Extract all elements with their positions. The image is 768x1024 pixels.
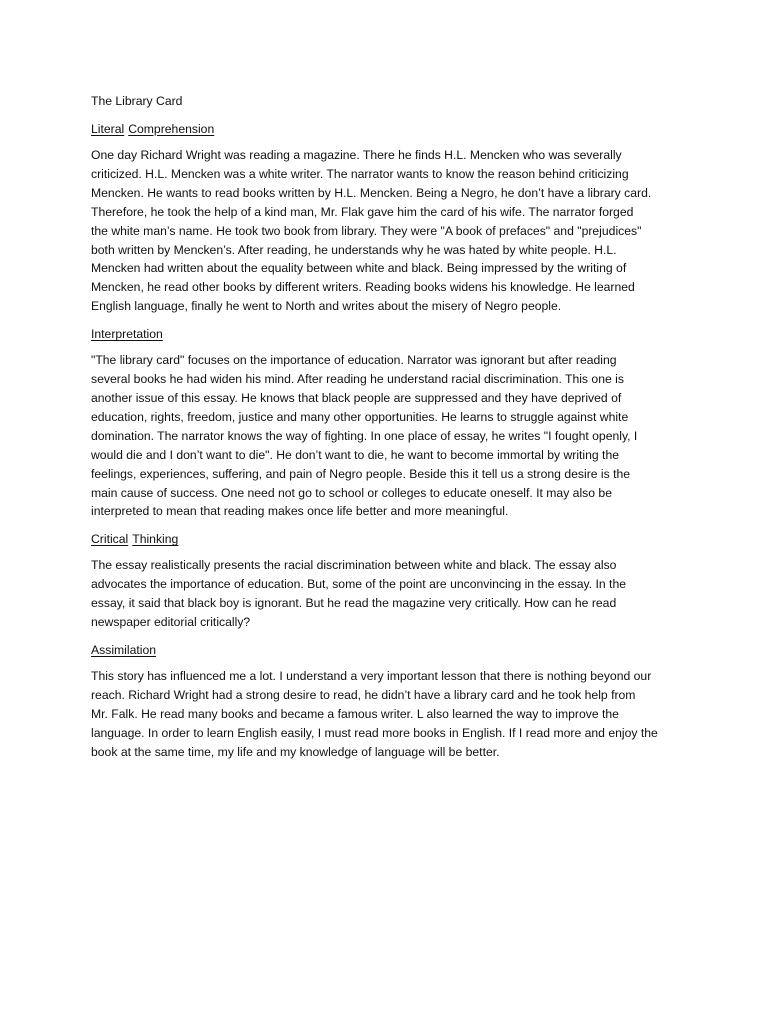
paragraph-interpretation [91, 351, 691, 521]
text-line: interpreted to mean that reading makes once life better and more meaningful. [91, 504, 509, 519]
heading-word: Thinking [132, 532, 179, 547]
text-line: another issue of this essay. He knows that black people are suppressed and they have deprived of [91, 390, 622, 405]
paragraph-critical-thinking [91, 556, 691, 632]
text-line: education, rights, freedom, justice and many other opportunities. He learns to struggle against white [91, 409, 629, 424]
text-line: reach. Richard Wright had a strong desire to read, he didn’t have a library card and he took help from [91, 687, 636, 702]
text-line: Mr. Falk. He read many books and became a famous writer. L also learned the way to improve the [91, 706, 619, 721]
text-line: This story has influenced me a lot. I understand a very important lesson that there is nothing beyond our [91, 668, 652, 683]
text-line: feelings, experiences, suffering, and pain of Negro people. Beside this it tell us a strong desire is the [91, 466, 631, 481]
text-line: criticized. H.L. Mencken was a white writer. The narrator wants to know the reason behind criticizing [91, 166, 629, 181]
text-line: One day Richard Wright was reading a magazine. There he finds H.L. Mencken who was severally [91, 148, 622, 162]
text-line: language. In order to learn English easily, I must read more books in English. If I read more and enjoy the [91, 725, 658, 740]
section-heading-interpretation [91, 325, 691, 344]
paragraph-assimilation [91, 667, 691, 762]
text-line: main cause of success. One need not go to school or colleges to educate oneself. It may also be [91, 485, 612, 500]
heading-word: Critical [91, 532, 129, 547]
heading-word: Comprehension [128, 122, 215, 136]
text-line: domination. The narrator knows the way of fighting. In one place of essay, he writes "I fought openly, I [91, 428, 638, 443]
heading-word: Interpretation [91, 327, 163, 342]
paragraph-literal-comprehension [91, 146, 691, 316]
text-line: several books he had widen his mind. After reading he understand racial discrimination. This one is [91, 372, 624, 387]
text-line: Therefore, he took the help of a kind man, Mr. Flak gave him the card of his wife. The narrator forged [91, 204, 634, 219]
text-line: book at the same time, my life and my knowledge of language will be better. [91, 744, 500, 759]
text-line: both written by Mencken’s. After reading, he understands why he was hated by white people. H.L. [91, 242, 617, 257]
text-line: essay, it said that black boy is ignorant. But he read the magazine very critically. How can he read [91, 596, 617, 611]
text-line: the white man’s name. He took two book from library. They were "A book of prefaces" and "prejudices" [91, 223, 642, 238]
text-line: "The library card" focuses on the importance of education. Narrator was ignorant but after reading [91, 353, 617, 368]
text-line: Mencken, he read other books by different writers. Reading books widens his knowledge. He learned [91, 280, 635, 295]
section-heading-critical-thinking [91, 530, 691, 549]
text-line: newspaper editorial critically? [91, 615, 251, 630]
document-page [91, 92, 691, 770]
text-line: English language, finally he went to North and writes about the misery of Negro people. [91, 299, 562, 314]
text-line: Mencken had written about the equality between white and black. Being impressed by the writing of [91, 261, 627, 276]
heading-word: Literal [91, 122, 125, 136]
text-line: The essay realistically presents the racial discrimination between white and black. The essay also [91, 558, 617, 573]
document-title: The Library Card [91, 94, 183, 108]
heading-word: Assimilation [91, 642, 157, 657]
text-line: advocates the importance of education. But, some of the point are unconvincing in the essay. In the [91, 577, 626, 592]
section-heading-literal-comprehension [91, 120, 691, 139]
section-heading-assimilation [91, 641, 691, 660]
text-line: Mencken. He wants to read books written by H.L. Mencken. Being a Negro, he don’t have a library card. [91, 185, 652, 200]
text-line: would die and I don’t want to die". He don’t want to die, he want to become immortal by writing the [91, 447, 620, 462]
